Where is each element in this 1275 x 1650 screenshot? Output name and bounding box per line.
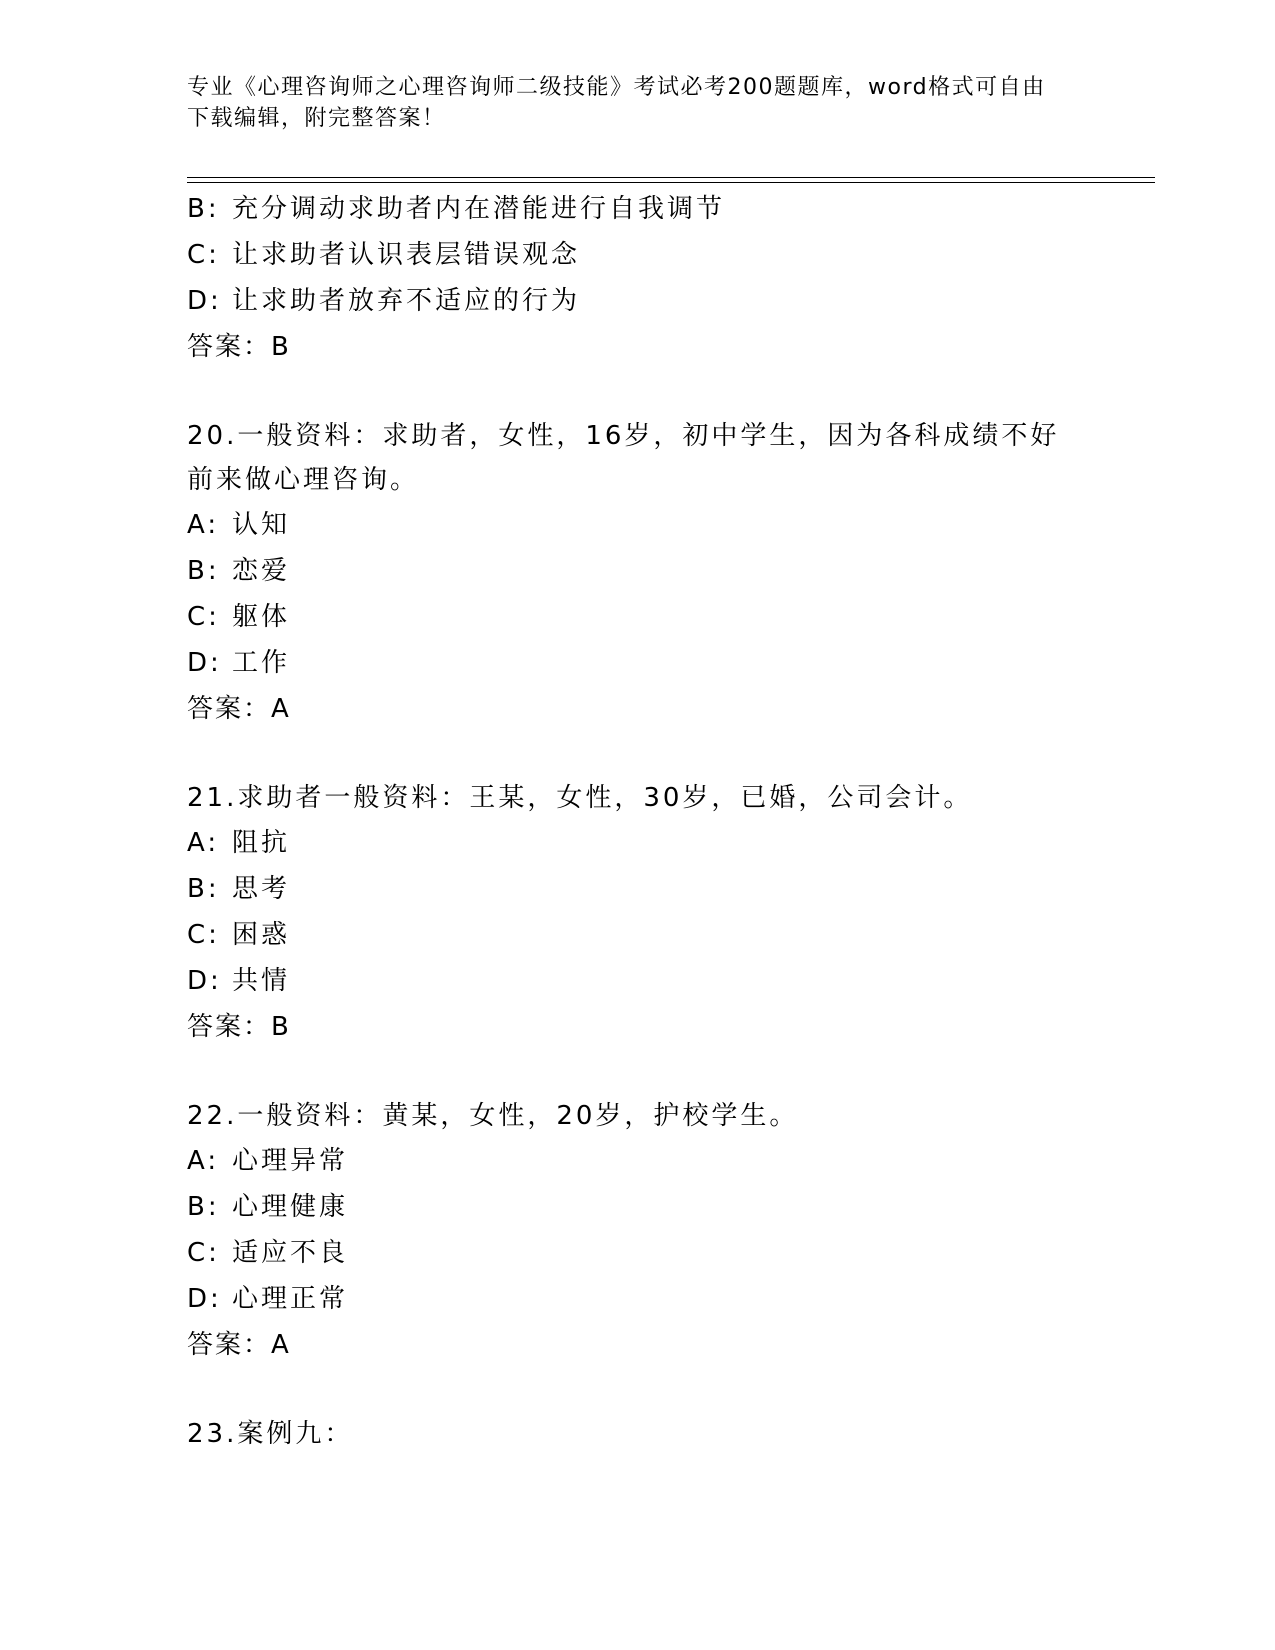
answer-line: 答案：B	[187, 1012, 291, 1042]
question-text: 20.一般资料：求助者，女性，16岁，初中学生，因为各科成绩不好前来做心理咨询。	[187, 421, 1060, 495]
question-21	[187, 776, 1087, 1050]
option-text: 共情	[232, 966, 291, 996]
answer-line: 答案：B	[187, 332, 291, 362]
option-key: B:	[187, 1192, 220, 1222]
option-text: 工作	[232, 648, 291, 678]
option-text: 让求助者放弃不适应的行为	[232, 286, 581, 316]
option-key: D:	[187, 286, 222, 316]
question-text: 22.一般资料：黄某，女性，20岁，护校学生。	[187, 1101, 799, 1131]
question-22	[187, 1094, 1087, 1368]
answer-line: 答案：A	[187, 1330, 291, 1360]
option-key: D:	[187, 648, 222, 678]
option-key: A:	[187, 1146, 220, 1176]
option-c	[187, 594, 1087, 640]
option-d	[187, 640, 1087, 686]
option-text: 让求助者认识表层错误观念	[232, 240, 581, 270]
option-b	[187, 186, 1087, 232]
option-key: C:	[187, 240, 220, 270]
option-text: 阻抗	[232, 828, 291, 858]
option-b	[187, 548, 1087, 594]
option-b	[187, 1184, 1087, 1230]
option-text: 恋爱	[232, 556, 291, 586]
option-text: 心理正常	[232, 1284, 349, 1314]
option-text: 认知	[232, 510, 291, 540]
option-a	[187, 1138, 1087, 1184]
option-b	[187, 866, 1087, 912]
continued-question	[187, 186, 1087, 370]
option-key: B:	[187, 874, 220, 904]
option-text: 心理健康	[232, 1192, 349, 1222]
option-key: C:	[187, 1238, 220, 1268]
option-d	[187, 1276, 1087, 1322]
option-d	[187, 278, 1087, 324]
option-a	[187, 820, 1087, 866]
option-key: C:	[187, 602, 220, 632]
option-text: 困惑	[232, 920, 291, 950]
option-d	[187, 958, 1087, 1004]
option-text: 充分调动求助者内在潜能进行自我调节	[232, 194, 726, 224]
header-divider-bottom	[187, 182, 1155, 183]
option-c	[187, 232, 1087, 278]
question-text: 21.求助者一般资料：王某，女性，30岁，已婚，公司会计。	[187, 783, 973, 813]
option-key: B:	[187, 556, 220, 586]
option-c	[187, 912, 1087, 958]
option-a	[187, 502, 1087, 548]
option-key: C:	[187, 920, 220, 950]
option-key: A:	[187, 828, 220, 858]
option-text: 躯体	[232, 602, 291, 632]
option-key: D:	[187, 1284, 222, 1314]
question-23	[187, 1412, 1087, 1456]
document-header: 专业《心理咨询师之心理咨询师二级技能》考试必考200题题库，word格式可自由下载编辑，附完整答案！	[187, 75, 1046, 131]
option-text: 适应不良	[232, 1238, 349, 1268]
question-20	[187, 414, 1087, 732]
option-text: 思考	[232, 874, 291, 904]
option-text: 心理异常	[232, 1146, 349, 1176]
question-text: 23.案例九：	[187, 1419, 354, 1449]
option-c	[187, 1230, 1087, 1276]
answer-line: 答案：A	[187, 694, 291, 724]
option-key: D:	[187, 966, 222, 996]
header-divider-top	[187, 177, 1155, 178]
document-body	[187, 186, 1087, 1456]
option-key: B:	[187, 194, 220, 224]
option-key: A:	[187, 510, 220, 540]
